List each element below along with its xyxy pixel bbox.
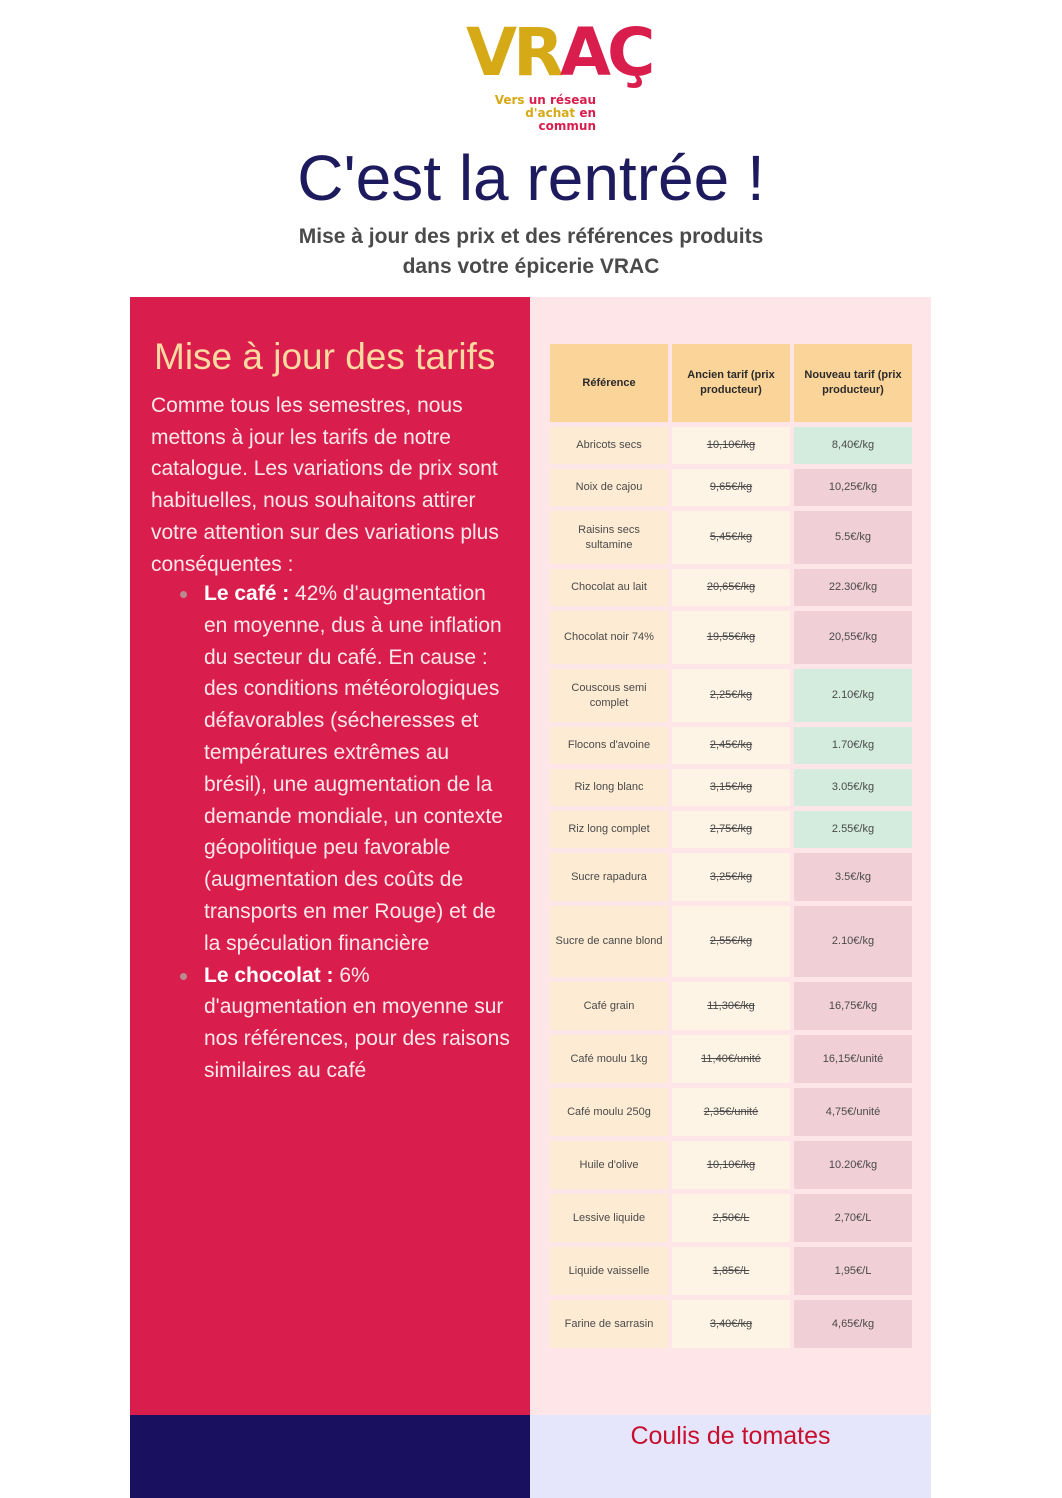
price-table-panel	[530, 297, 931, 1415]
product-reference: Sucre de canne blond	[550, 906, 668, 977]
page-title: C'est la rentrée !	[297, 142, 765, 214]
old-price: 1,85€/L	[672, 1247, 790, 1295]
price-table	[546, 339, 916, 1353]
old-price: 2,50€/L	[672, 1194, 790, 1242]
product-reference: Café moulu 1kg	[550, 1035, 668, 1083]
product-reference: Lessive liquide	[550, 1194, 668, 1242]
logo-tagline: Vers un réseau d'achat en commun	[494, 93, 596, 133]
new-price: 8,40€/kg	[794, 427, 912, 464]
new-price: 1.70€/kg	[794, 727, 912, 764]
new-price: 3.5€/kg	[794, 853, 912, 901]
next-section-title: Coulis de tomates	[630, 1422, 831, 1450]
bullet-coffee: Le café : 42% d'augmentation en moyenne, dus à une inflation du secteur du café. En cause : des conditions météorologiques défavorables (sécheresses et températures extrêmes au brésil), une augmentation de la demande mondiale, un contexte géopolitique peu favorable (augmentation des coûts de transports en mer Rouge) et de la spéculation financière	[180, 578, 512, 960]
page-subtitle: Mise à jour des prix et des références produits dans votre épicerie VRAC	[298, 225, 764, 278]
product-reference: Flocons d'avoine	[550, 727, 668, 764]
product-reference: Raisins secs sultamine	[550, 511, 668, 564]
table-row	[550, 853, 912, 901]
old-price: 2,75€/kg	[672, 811, 790, 848]
table-row	[550, 906, 912, 977]
table-row	[550, 769, 912, 806]
old-price: 2,35€/unité	[672, 1088, 790, 1136]
new-price: 1,95€/L	[794, 1247, 912, 1295]
new-price: 10,25€/kg	[794, 469, 912, 506]
product-reference: Riz long complet	[550, 811, 668, 848]
old-price: 20,65€/kg	[672, 569, 790, 606]
old-price: 3,25€/kg	[672, 853, 790, 901]
new-price: 4,75€/unité	[794, 1088, 912, 1136]
old-price: 3,40€/kg	[672, 1300, 790, 1348]
product-reference: Liquide vaisselle	[550, 1247, 668, 1295]
new-price: 2.55€/kg	[794, 811, 912, 848]
new-price: 22.30€/kg	[794, 569, 912, 606]
old-price: 9,65€/kg	[672, 469, 790, 506]
table-row	[550, 569, 912, 606]
new-price: 3.05€/kg	[794, 769, 912, 806]
old-price: 10,10€/kg	[672, 427, 790, 464]
old-price: 11,40€/unité	[672, 1035, 790, 1083]
table-row	[550, 1141, 912, 1189]
product-reference: Farine de sarrasin	[550, 1300, 668, 1348]
old-price: 10,10€/kg	[672, 1141, 790, 1189]
header-reference: Référence	[550, 344, 668, 422]
old-price: 5,45€/kg	[672, 511, 790, 564]
product-reference: Huile d'olive	[550, 1141, 668, 1189]
old-price: 2,25€/kg	[672, 669, 790, 722]
table-row	[550, 611, 912, 664]
header-old-price: Ancien tarif (prix producteur)	[672, 344, 790, 422]
product-reference: Chocolat noir 74%	[550, 611, 668, 664]
new-price: 2.10€/kg	[794, 906, 912, 977]
product-reference: Café moulu 250g	[550, 1088, 668, 1136]
table-row	[550, 1035, 912, 1083]
table-row	[550, 669, 912, 722]
old-price: 2,55€/kg	[672, 906, 790, 977]
old-price: 2,45€/kg	[672, 727, 790, 764]
logo-wordmark: VRAÇ	[466, 14, 652, 91]
tariff-info-panel	[130, 297, 530, 1415]
table-row	[550, 427, 912, 464]
product-reference: Noix de cajou	[550, 469, 668, 506]
table-row	[550, 1194, 912, 1242]
new-price: 20,55€/kg	[794, 611, 912, 664]
product-reference: Couscous semi complet	[550, 669, 668, 722]
header-new-price: Nouveau tarif (prix producteur)	[794, 344, 912, 422]
table-row	[550, 511, 912, 564]
table-row	[550, 811, 912, 848]
new-price: 4,65€/kg	[794, 1300, 912, 1348]
footer-right-band	[530, 1415, 931, 1498]
table-header-row	[550, 344, 912, 422]
new-price: 10.20€/kg	[794, 1141, 912, 1189]
table-row	[550, 1247, 912, 1295]
product-reference: Abricots secs	[550, 427, 668, 464]
table-row	[550, 1088, 912, 1136]
new-price: 16,75€/kg	[794, 982, 912, 1030]
footer-left-band	[130, 1415, 530, 1498]
old-price: 3,15€/kg	[672, 769, 790, 806]
product-reference: Sucre rapadura	[550, 853, 668, 901]
product-reference: Café grain	[550, 982, 668, 1030]
new-price: 2.10€/kg	[794, 669, 912, 722]
intro-paragraph: Comme tous les semestres, nous mettons à jour les tarifs de notre catalogue. Les variations de prix sont habituelles, nous souhaitons attirer votre attention sur des variations plus conséquentes :	[151, 394, 499, 576]
new-price: 5.5€/kg	[794, 511, 912, 564]
product-reference: Chocolat au lait	[550, 569, 668, 606]
section-title: Mise à jour des tarifs	[154, 336, 496, 377]
price-table-wrapper	[550, 344, 912, 1353]
product-reference: Riz long blanc	[550, 769, 668, 806]
new-price: 16,15€/unité	[794, 1035, 912, 1083]
new-price: 2,70€/L	[794, 1194, 912, 1242]
table-row	[550, 727, 912, 764]
bullet-list	[180, 578, 512, 1087]
old-price: 19,55€/kg	[672, 611, 790, 664]
bullet-chocolate: Le chocolat : 6% d'augmentation en moyenne sur nos références, pour des raisons similaires au café	[180, 960, 512, 1087]
old-price: 11,30€/kg	[672, 982, 790, 1030]
table-row	[550, 982, 912, 1030]
table-row	[550, 469, 912, 506]
table-row	[550, 1300, 912, 1348]
vrac-logo	[460, 14, 652, 133]
